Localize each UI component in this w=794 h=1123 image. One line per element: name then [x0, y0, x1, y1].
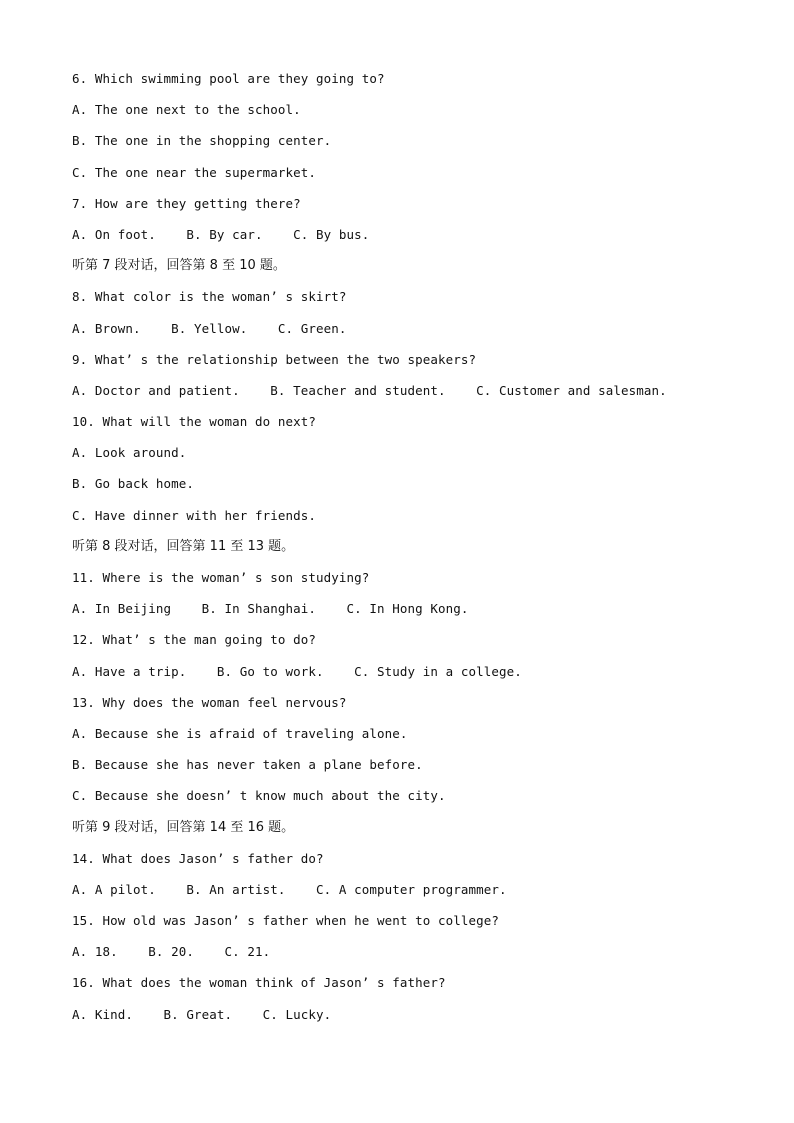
question-11: 11. Where is the woman’ s son studying?	[72, 570, 370, 585]
q14-options: A. A pilot. B. An artist. C. A computer programmer.	[72, 881, 507, 897]
q13-option-b: B. Because she has never taken a plane before.	[72, 757, 423, 773]
q11-options: A. In Beijing B. In Shanghai. C. In Hong Kong.	[72, 601, 469, 617]
q10-option-a: A. Look around.	[72, 445, 187, 461]
q6-option-a: A. The one next to the school.	[72, 102, 301, 118]
q13-option-c: C. Because she doesn’ t know much about the city.	[72, 788, 446, 804]
question-8: 8. What color is the woman’ s skirt?	[72, 289, 347, 305]
q15-options: A. 18. B. 20. C. 21.	[72, 944, 271, 960]
section-heading-dialogue-9: 听第 9 段对话，回答第 14 至 16 题。	[72, 819, 295, 835]
q12-options: A. Have a trip. B. Go to work. C. Study in a college.	[72, 663, 522, 679]
question-16: 16. What does the woman think of Jason’ s father?	[72, 975, 446, 991]
question-13: 13. Why does the woman feel nervous?	[72, 694, 347, 710]
q7-options: A. On foot. B. By car. C. By bus.	[72, 226, 370, 242]
q8-options: A. Brown. B. Yellow. C. Green.	[72, 320, 347, 336]
question-12: 12. What’ s the man going to do?	[72, 632, 317, 648]
q9-options: A. Doctor and patient. B. Teacher and student. C. Customer and salesman.	[72, 382, 667, 398]
q16-options: A. Kind. B. Great. C. Lucky.	[72, 1006, 332, 1022]
q13-option-a: A. Because she is afraid of traveling alone.	[72, 725, 408, 741]
question-6: 6. Which swimming pool are they going to?	[72, 71, 385, 86]
q10-option-b: B. Go back home.	[72, 476, 195, 492]
section-heading-dialogue-8: 听第 8 段对话，回答第 11 至 13 题。	[72, 538, 295, 554]
document-page	[72, 66, 752, 1033]
question-15: 15. How old was Jason’ s father when he went to college?	[72, 913, 500, 929]
question-10: 10. What will the woman do next?	[72, 414, 317, 430]
q6-option-c: C. The one near the supermarket.	[72, 164, 317, 180]
section-heading-dialogue-7: 听第 7 段对话，回答第 8 至 10 题。	[72, 258, 286, 274]
q10-option-c: C. Have dinner with her friends.	[72, 507, 317, 523]
q6-option-b: B. The one in the shopping center.	[72, 133, 332, 149]
question-9: 9. What’ s the relationship between the two speakers?	[72, 351, 477, 367]
question-14: 14. What does Jason’ s father do?	[72, 850, 324, 866]
question-7: 7. How are they getting there?	[72, 195, 301, 211]
